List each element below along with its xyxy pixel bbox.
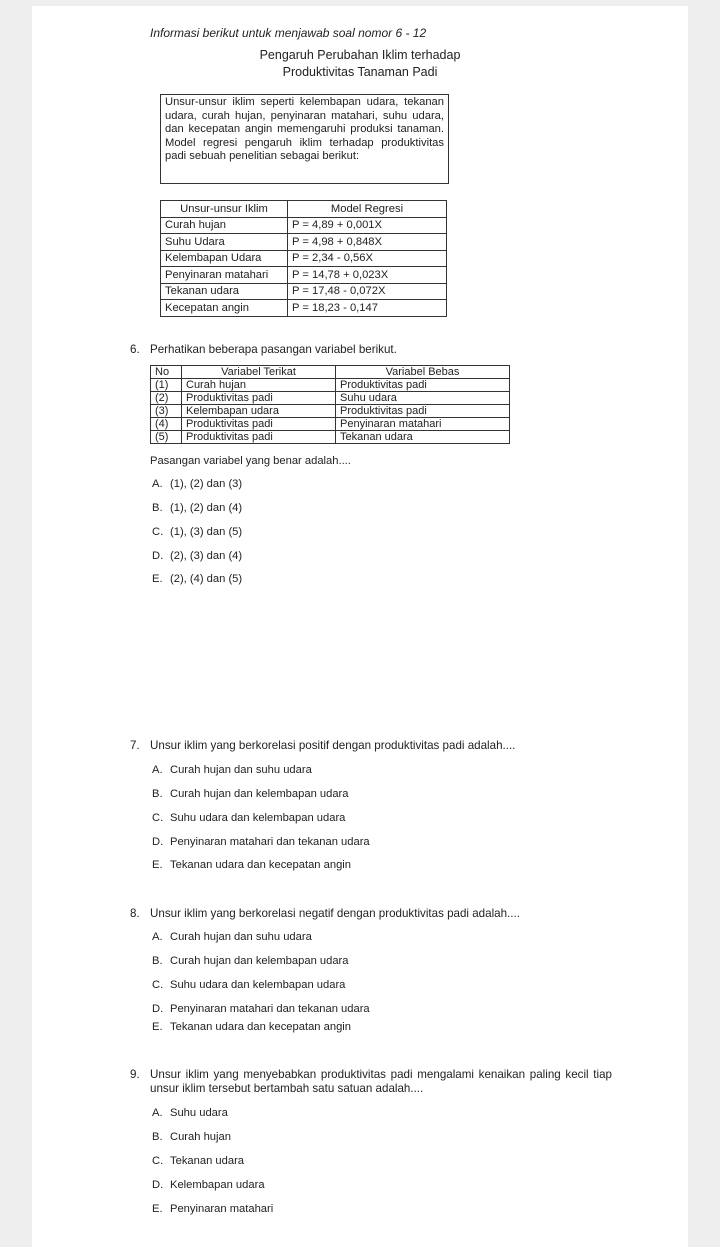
table-cell: Curah hujan xyxy=(161,217,288,234)
option-d[interactable] xyxy=(152,550,242,562)
table-cell: Kelembapan Udara xyxy=(161,250,288,267)
table-row xyxy=(161,217,447,234)
option-d[interactable] xyxy=(152,836,370,848)
table-cell: Tekanan udara xyxy=(336,431,510,444)
table-cell: P = 2,34 - 0,56X xyxy=(288,250,447,267)
option-b[interactable] xyxy=(152,788,349,800)
option-text: (2), (4) dan (5) xyxy=(170,573,243,585)
table-row xyxy=(161,283,447,300)
option-label: E. xyxy=(152,1021,163,1033)
option-label: B. xyxy=(152,502,163,514)
option-c[interactable] xyxy=(152,526,242,538)
table-header: Variabel Bebas xyxy=(336,366,510,379)
option-text: Curah hujan dan kelembapan udara xyxy=(170,955,349,967)
table-cell: Kecepatan angin xyxy=(161,300,288,317)
question-6-prompt: Pasangan variabel yang benar adalah.... xyxy=(150,455,351,467)
option-text: (2), (3) dan (4) xyxy=(170,550,243,562)
option-e[interactable] xyxy=(152,859,351,871)
table-cell: Suhu udara xyxy=(336,392,510,405)
option-text: Suhu udara xyxy=(170,1107,228,1119)
question-8-text: Unsur iklim yang berkorelasi negatif dengan produktivitas padi adalah.... xyxy=(150,907,520,920)
table-row xyxy=(161,250,447,267)
option-e[interactable] xyxy=(152,1021,351,1033)
option-e[interactable] xyxy=(152,1203,273,1215)
table-row xyxy=(151,379,510,392)
table-cell: Suhu Udara xyxy=(161,234,288,251)
option-c[interactable] xyxy=(152,812,345,824)
option-text: Tekanan udara dan kecepatan angin xyxy=(170,1021,352,1033)
table-row xyxy=(151,418,510,431)
table-row xyxy=(151,392,510,405)
option-label: A. xyxy=(152,764,163,776)
table-header: Model Regresi xyxy=(288,201,447,218)
table-header: Variabel Terikat xyxy=(182,366,336,379)
option-label: B. xyxy=(152,955,163,967)
question-7-number: 7. xyxy=(130,739,140,752)
option-e[interactable] xyxy=(152,573,242,585)
table-cell: P = 14,78 + 0,023X xyxy=(288,267,447,284)
option-text: Curah hujan dan suhu udara xyxy=(170,764,312,776)
document-page xyxy=(32,6,688,1247)
title-line-1: Pengaruh Perubahan Iklim terhadap xyxy=(259,48,461,62)
option-label: D. xyxy=(152,1003,164,1015)
table-cell: Penyinaran matahari xyxy=(336,418,510,431)
table-cell: Tekanan udara xyxy=(161,283,288,300)
option-text: Suhu udara dan kelembapan udara xyxy=(170,979,346,991)
option-label: E. xyxy=(152,573,163,585)
option-a[interactable] xyxy=(152,478,242,490)
option-text: (1), (2) dan (3) xyxy=(170,478,243,490)
table-cell: Produktivitas padi xyxy=(182,431,336,444)
option-a[interactable] xyxy=(152,1107,228,1119)
table-cell: Produktivitas padi xyxy=(182,392,336,405)
table-cell: (5) xyxy=(151,431,182,444)
option-label: D. xyxy=(152,550,164,562)
table-row xyxy=(161,234,447,251)
option-label: C. xyxy=(152,1155,164,1167)
option-text: Penyinaran matahari xyxy=(170,1203,274,1215)
option-label: D. xyxy=(152,1179,164,1191)
table-cell: Produktivitas padi xyxy=(336,405,510,418)
option-text: Suhu udara dan kelembapan udara xyxy=(170,812,346,824)
variable-pairs-table xyxy=(150,365,510,444)
option-label: C. xyxy=(152,526,164,538)
option-label: C. xyxy=(152,979,164,991)
option-c[interactable] xyxy=(152,1155,244,1167)
option-d[interactable] xyxy=(152,1179,265,1191)
climate-regression-table xyxy=(160,200,447,317)
table-cell: (1) xyxy=(151,379,182,392)
option-text: Penyinaran matahari dan tekanan udara xyxy=(170,836,370,848)
option-a[interactable] xyxy=(152,764,312,776)
question-6-text: Perhatikan beberapa pasangan variabel berikut. xyxy=(150,343,397,356)
option-text: Penyinaran matahari dan tekanan udara xyxy=(170,1003,370,1015)
option-label: E. xyxy=(152,1203,163,1215)
option-label: E. xyxy=(152,859,163,871)
title-line-2: Produktivitas Tanaman Padi xyxy=(282,65,438,79)
option-text: Curah hujan xyxy=(170,1131,231,1143)
table-cell: Curah hujan xyxy=(182,379,336,392)
table-header: Unsur-unsur Iklim xyxy=(161,201,288,218)
question-9-text: Unsur iklim yang menyebabkan produktivitas padi mengalami kenaikan paling kecil tiap unsur iklim tersebut bertambah satu satuan adalah.... xyxy=(150,1068,612,1095)
option-text: Curah hujan dan kelembapan udara xyxy=(170,788,349,800)
option-text: Tekanan udara xyxy=(170,1155,245,1167)
table-row xyxy=(161,300,447,317)
option-b[interactable] xyxy=(152,955,349,967)
table-cell: P = 4,98 + 0,848X xyxy=(288,234,447,251)
table-cell: Penyinaran matahari xyxy=(161,267,288,284)
table-cell: P = 17,48 - 0,072X xyxy=(288,283,447,300)
table-cell: (2) xyxy=(151,392,182,405)
table-row xyxy=(151,405,510,418)
table-row xyxy=(161,267,447,284)
option-text: (1), (2) dan (4) xyxy=(170,502,243,514)
table-cell: Produktivitas padi xyxy=(182,418,336,431)
option-label: D. xyxy=(152,836,164,848)
question-6-number: 6. xyxy=(130,343,140,356)
option-b[interactable] xyxy=(152,502,242,514)
option-label: C. xyxy=(152,812,164,824)
intro-text: Informasi berikut untuk menjawab soal nomor 6 - 12 xyxy=(150,26,427,40)
stimulus-box: Unsur-unsur iklim seperti kelembapan udara, tekanan udara, curah hujan, penyinaran matahari, suhu udara, dan kecepatan angin memengaruhi produksi tanaman. Model regresi pengaruh iklim terhadap produktivitas padi sebuah penelitian sebagai berikut: xyxy=(160,94,449,184)
table-cell: P = 18,23 - 0,147 xyxy=(288,300,447,317)
option-text: (1), (3) dan (5) xyxy=(170,526,243,538)
table-cell: (3) xyxy=(151,405,182,418)
table-cell: Produktivitas padi xyxy=(336,379,510,392)
table-cell: (4) xyxy=(151,418,182,431)
option-text: Kelembapan udara xyxy=(170,1179,265,1191)
option-text: Tekanan udara dan kecepatan angin xyxy=(170,859,352,871)
table-cell: Kelembapan udara xyxy=(182,405,336,418)
question-9-number: 9. xyxy=(130,1068,140,1081)
option-text: Curah hujan dan suhu udara xyxy=(170,931,312,943)
question-8-number: 8. xyxy=(130,907,140,920)
option-label: B. xyxy=(152,1131,163,1143)
option-b[interactable] xyxy=(152,1131,231,1143)
table-cell: P = 4,89 + 0,001X xyxy=(288,217,447,234)
option-label: A. xyxy=(152,478,163,490)
option-label: B. xyxy=(152,788,163,800)
option-d[interactable] xyxy=(152,1003,370,1015)
table-header: No xyxy=(151,366,182,379)
option-a[interactable] xyxy=(152,931,312,943)
option-label: A. xyxy=(152,1107,163,1119)
option-c[interactable] xyxy=(152,979,345,991)
question-7-text: Unsur iklim yang berkorelasi positif dengan produktivitas padi adalah.... xyxy=(150,739,516,752)
table-row xyxy=(151,431,510,444)
option-label: A. xyxy=(152,931,163,943)
